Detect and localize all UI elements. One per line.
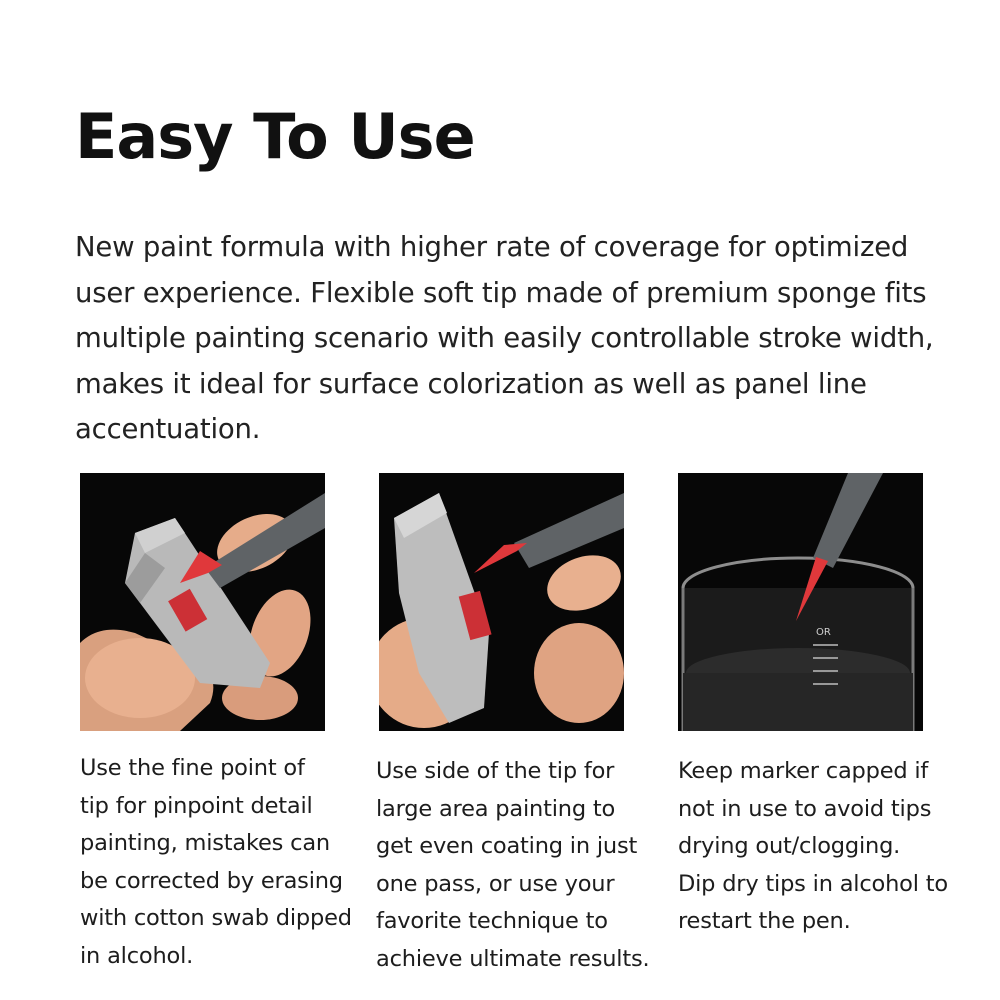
intro-paragraph: [75, 225, 980, 453]
intro-line: New paint formula with higher rate of coverage for optimized: [75, 231, 909, 263]
caption-line: Use side of the tip for: [376, 758, 615, 784]
caption-pinpoint: [80, 750, 352, 975]
caption-line: in alcohol.: [80, 942, 194, 969]
glass-label: OR: [816, 627, 831, 638]
caption-line: large area painting to: [376, 795, 616, 822]
caption-line: not in use to avoid tips: [678, 795, 932, 822]
caption-line: with cotton swab dipped: [80, 905, 352, 931]
caption-line: get even coating in just: [376, 833, 638, 859]
caption-line: painting, mistakes can: [80, 830, 330, 856]
intro-line: makes it ideal for surface colorization as well as panel line: [75, 367, 867, 400]
caption-line: tip for pinpoint detail: [80, 792, 313, 819]
caption-line: restart the pen.: [678, 908, 851, 934]
caption-side-painting: [376, 753, 649, 978]
page-title: Easy To Use: [75, 100, 475, 173]
caption-line: be corrected by erasing: [80, 867, 343, 894]
caption-line: achieve ultimate results.: [376, 945, 650, 972]
caption-line: favorite technique to: [376, 908, 608, 934]
marker-tip-pinpoint-photo: [80, 473, 325, 731]
intro-line: multiple painting scenario with easily controllable stroke width,: [75, 322, 934, 354]
marker-side-painting-photo: [379, 473, 624, 731]
caption-capping: [678, 753, 948, 941]
marker-in-alcohol-glass-photo: [678, 473, 923, 731]
caption-line: Use the fine point of: [80, 755, 305, 781]
caption-line: one pass, or use your: [376, 870, 615, 897]
intro-line: accentuation.: [75, 413, 261, 445]
intro-line: user experience. Flexible soft tip made of premium sponge fits: [75, 276, 927, 309]
caption-line: drying out/clogging.: [678, 833, 901, 859]
caption-line: Dip dry tips in alcohol to: [678, 870, 948, 897]
caption-line: Keep marker capped if: [678, 758, 929, 784]
